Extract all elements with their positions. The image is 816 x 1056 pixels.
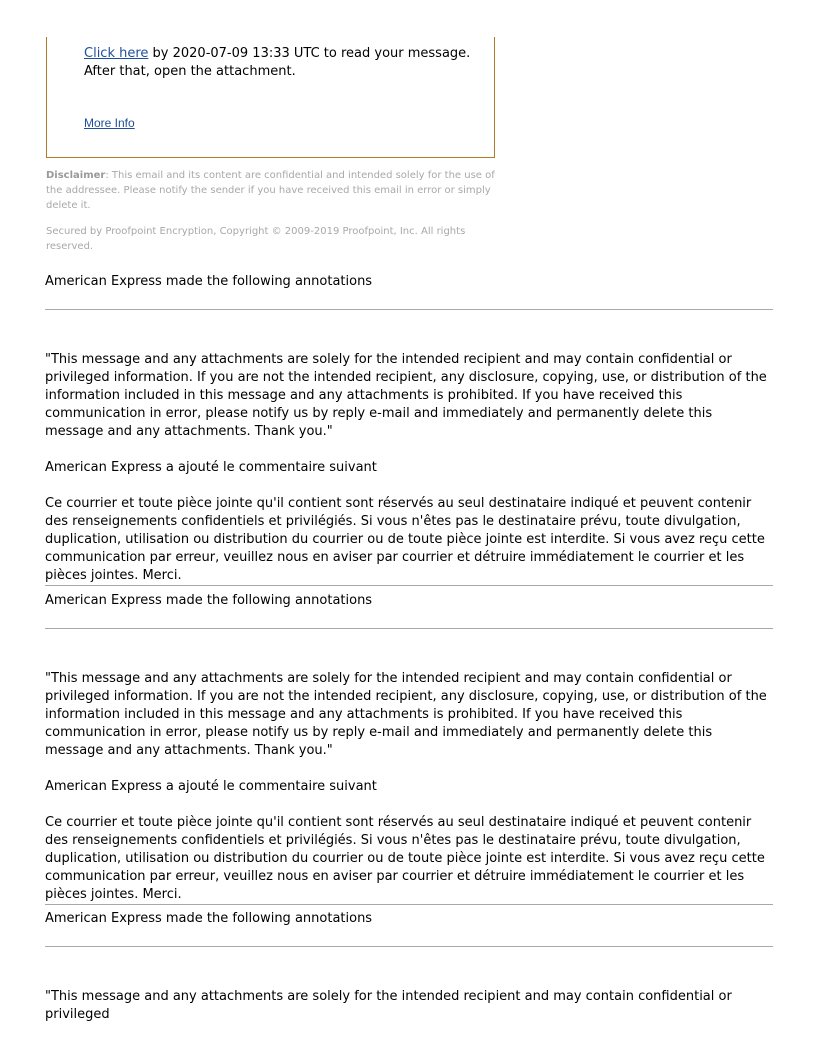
click-here-link[interactable]: Click here xyxy=(84,46,149,61)
divider xyxy=(45,904,773,905)
open-attachment-text: After that, open the attachment. xyxy=(84,64,296,79)
secured-by-notice: Secured by Proofpoint Encryption, Copyright © 2009-2019 Proofpoint, Inc. All rights reserved. xyxy=(46,226,466,252)
annotations-body-fr: Ce courrier et toute pièce jointe qu'il contient sont réservés au seul destinataire indiqué et peuvent contenir des renseignements confidentiels et privilégiés. Si vous n'êtes pas le destinataire prévu, toute divulgation, duplication, utilisation ou distribution du courrier ou de toute pièce jointe est interdite. Si vous avez reçu cette communication par erreur, veuillez nous en aviser par courrier et détruire immédiatement le courrier et les pièces jointes. Merci. xyxy=(45,496,765,583)
annotations-heading-fr: American Express a ajouté le commentaire suivant xyxy=(45,779,377,794)
divider xyxy=(45,309,773,310)
annotations-body-fr: Ce courrier et toute pièce jointe qu'il contient sont réservés au seul destinataire indiqué et peuvent contenir des renseignements confidentiels et privilégiés. Si vous n'êtes pas le destinataire prévu, toute divulgation, duplication, utilisation ou distribution du courrier ou de toute pièce jointe est interdite. Si vous avez reçu cette communication par erreur, veuillez nous en aviser par courrier et détruire immédiatement le courrier et les pièces jointes. Merci. xyxy=(45,815,765,902)
proofpoint-message-box xyxy=(46,37,495,158)
annotations-heading-en: American Express made the following annotations xyxy=(45,274,373,289)
annotations-heading-fr: American Express a ajouté le commentaire suivant xyxy=(45,460,377,475)
annotations-heading-en: American Express made the following annotations xyxy=(45,593,373,608)
annotations-heading-en: American Express made the following annotations xyxy=(45,911,373,926)
annotations-body-en: "This message and any attachments are solely for the intended recipient and may contain confidential or privileged information. If you are not the intended recipient, any disclosure, copying, use, or distribution of the information included in this message and any attachments is prohibited. If you have received this communication in error, please notify us by reply e-mail and immediately and permanently delete this message and any attachments. Thank you." xyxy=(45,352,767,439)
disclaimer-text: : This email and its content are confidential and intended solely for the use of the addressee. Please notify the sender if you have received this email in error or simply delete it. xyxy=(46,170,495,211)
divider xyxy=(45,946,773,947)
read-deadline-text: by 2020-07-09 13:33 UTC to read your message. xyxy=(148,46,471,61)
read-message-line xyxy=(84,45,470,63)
divider xyxy=(45,585,773,586)
disclaimer-label: Disclaimer xyxy=(46,170,106,181)
more-info-link[interactable]: More Info xyxy=(84,116,135,130)
annotations-body-en: "This message and any attachments are solely for the intended recipient and may contain confidential or privileged xyxy=(45,989,732,1022)
annotations-body-en: "This message and any attachments are solely for the intended recipient and may contain confidential or privileged information. If you are not the intended recipient, any disclosure, copying, use, or distribution of the information included in this message and any attachments is prohibited. If you have received this communication in error, please notify us by reply e-mail and immediately and permanently delete this message and any attachments. Thank you." xyxy=(45,671,767,758)
divider xyxy=(45,628,773,629)
disclaimer xyxy=(46,168,496,213)
